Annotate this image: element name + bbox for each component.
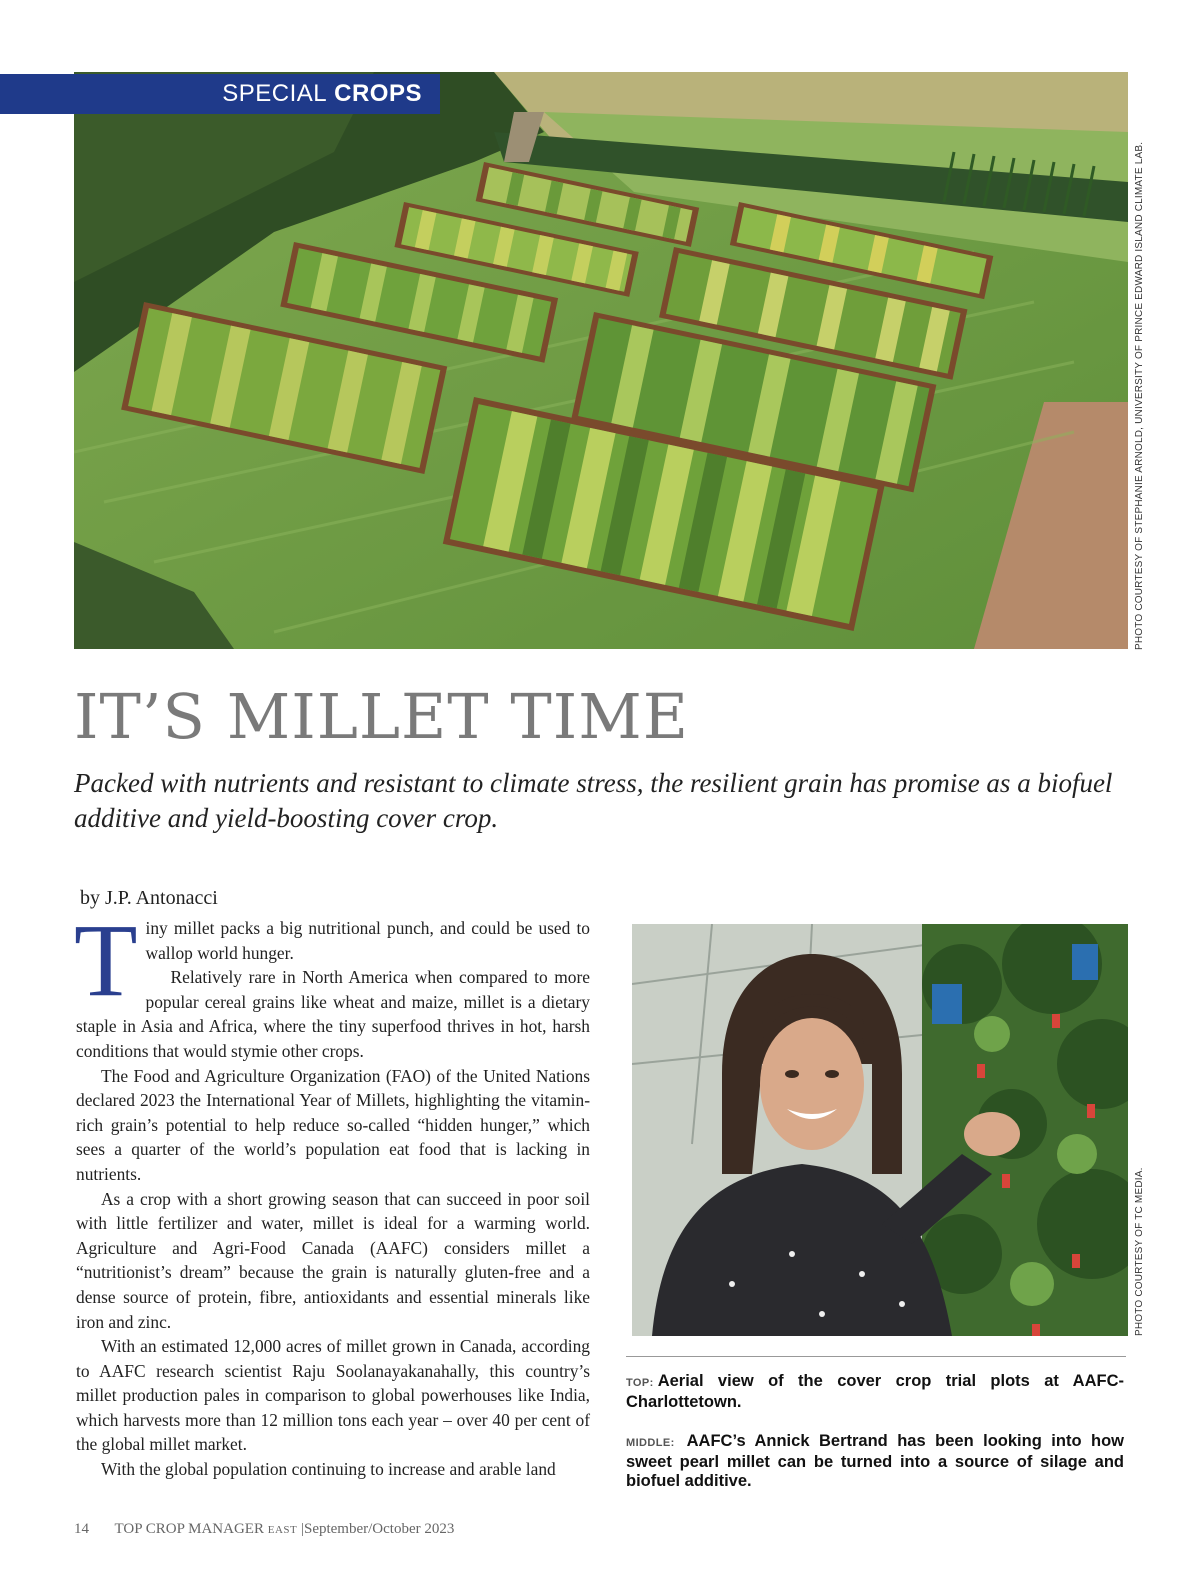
- hero-photo-credit: PHOTO COURTESY OF STEPHANIE ARNOLD, UNIVERSITY OF PRINCE EDWARD ISLAND CLIMATE LAB.: [1134, 141, 1145, 650]
- footer-separator: |: [300, 1521, 304, 1537]
- headline: IT’S MILLET TIME: [74, 680, 689, 753]
- edition-name: EAST: [267, 1524, 298, 1536]
- page-number: 14: [74, 1521, 89, 1537]
- caption-top-label: TOP:: [626, 1377, 654, 1389]
- deck: Packed with nutrients and resistant to climate stress, the resilient grain has promise as a biofuel additive and yield-boosting cover crop.: [74, 768, 1113, 833]
- caption-top-text: Aerial view of the cover crop trial plots at AAFC-Charlottetown.: [626, 1372, 1124, 1411]
- paragraph-5: With an estimated 12,000 acres of millet grown in Canada, according to AAFC research scientist Raju Soolanayakanahally, this country’s millet production pales in comparison to global powerhouses like India, which harvests more than 12 million tons each year – over 40 per cent of the global millet market.: [76, 1336, 590, 1455]
- paragraph-1-text: iny millet packs a big nutritional punch, and could be used to wallop world hunger.: [145, 918, 590, 963]
- caption-top: [626, 1372, 1124, 1412]
- paragraph-2: Relatively rare in North America when compared to more popular cereal grains like wheat and maize, millet is a dietary staple in Asia and Africa, where the tiny superfood thrives in hot, harsh conditions that would stymie other crops.: [76, 967, 590, 1061]
- page-footer: [74, 1521, 454, 1538]
- article-body: [74, 903, 590, 1482]
- section-tag: [0, 74, 440, 114]
- section-label-light: SPECIAL: [222, 80, 328, 107]
- caption-middle: [626, 1432, 1124, 1491]
- magazine-name: TOP CROP MANAGER: [114, 1521, 264, 1537]
- caption-divider: [626, 1356, 1126, 1357]
- portrait-photo: [632, 924, 1128, 1336]
- byline: by J.P. Antonacci: [80, 887, 218, 909]
- hero-aerial-photo: [74, 72, 1128, 649]
- paragraph-3: The Food and Agriculture Organization (FAO) of the United Nations declared 2023 the International Year of Millets, highlighting the vitamin-rich grain’s potential to help reduce so-called “hidden hunger,” which sees a quarter of the world’s population eat food that is lacking in nutrients.: [76, 1065, 590, 1184]
- section-label-bold: CROPS: [334, 80, 422, 107]
- caption-middle-label: MIDDLE:: [626, 1437, 675, 1449]
- caption-middle-text: AAFC’s Annick Bertrand has been looking into how sweet pearl millet can be turned into a source of silage and biofuel additive.: [626, 1432, 1124, 1490]
- drop-cap: T: [74, 903, 138, 1018]
- paragraph-6: With the global population continuing to increase and arable land: [101, 1459, 556, 1480]
- issue-date: September/October 2023: [303, 1521, 455, 1537]
- paragraph-4: As a crop with a short growing season that can succeed in poor soil with little fertilizer and water, millet is ideal for a warming world. Agriculture and Agri-Food Canada (AAFC) considers millet a “nutritionist’s dream” because the grain is naturally gluten-free and a dense source of protein, fibre, antioxidants and essential minerals like iron and zinc.: [76, 1188, 590, 1332]
- portrait-photo-credit: PHOTO COURTESY OF TC MEDIA.: [1134, 1167, 1145, 1336]
